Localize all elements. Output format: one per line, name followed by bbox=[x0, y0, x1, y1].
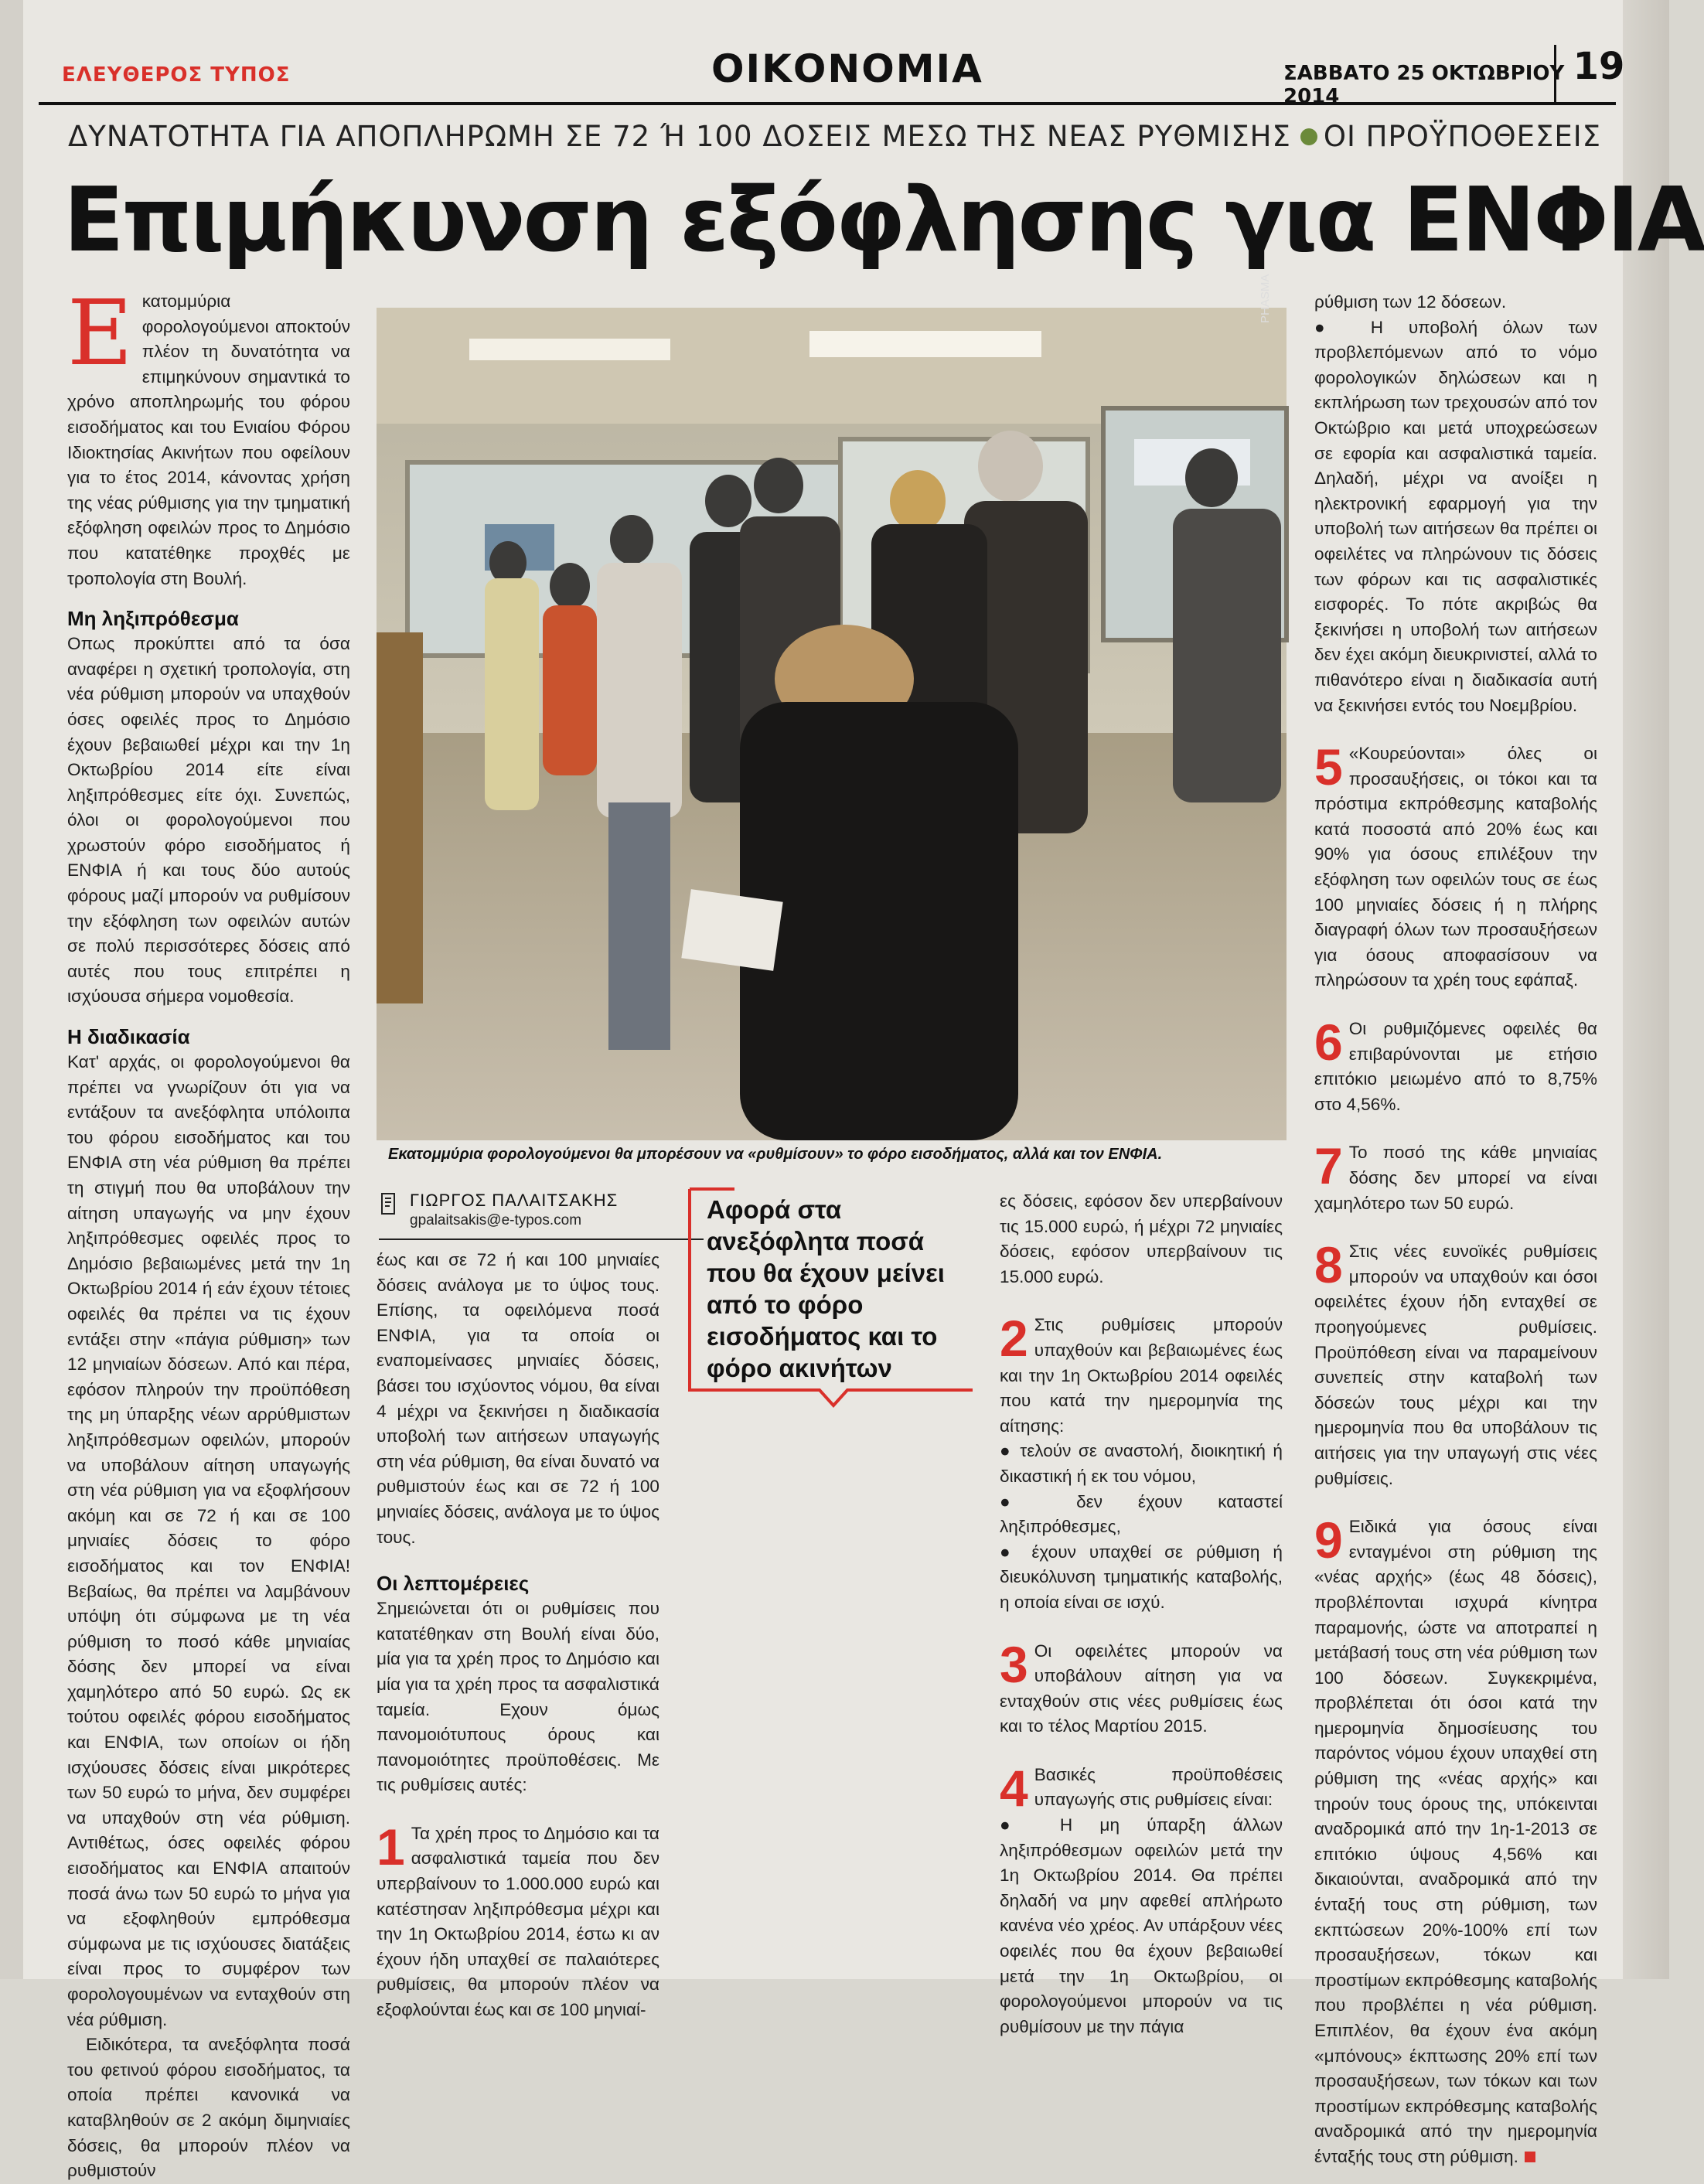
item-text: Οι οφειλέτες μπορούν να υποβάλουν αίτηση για να ενταχθούν στις νέες ρυθμίσεις έως και το τέλος Μαρτίου 2015. bbox=[1000, 1641, 1283, 1736]
bullet-item: ● Η μη ύπαρξη άλλων ληξιπρόθεσμων οφειλών μετά την 1η Οκτωβρίου 2014. Θα πρέπει δηλαδή να μην αφεθεί απλήρωτο κανένα νέο χρέος. Αν υπάρξουν νέες οφειλές που θα έχουν βεβαιωθεί μετά την 1η Οκτωβρίου, οι φορολογούμενοι μπορούν να τις ρυθμίσουν με την πάγια bbox=[1000, 1815, 1283, 2036]
numbered-item-3 bbox=[1000, 1635, 1283, 1739]
item-number: 1 bbox=[377, 1818, 405, 1876]
spacer bbox=[1000, 1739, 1283, 1763]
news-photo bbox=[377, 308, 1287, 1140]
paragraph: Ειδικότερα, τα ανεξόφλητα ποσά του φετινού φόρου εισοδήματος, τα οποία πρέπει κανονικά να καταβληθούν σε 2 ακόμη διμηνιαίες δόσεις, θα μπορούν πλέον να ρυθμιστούν bbox=[67, 2035, 350, 2181]
byline bbox=[379, 1191, 704, 1237]
headline: Επιμήκυνση εξόφλησης για ΕΝΦΙΑ bbox=[63, 169, 1704, 272]
spacer bbox=[1000, 1290, 1283, 1313]
item-number: 6 bbox=[1314, 1014, 1343, 1072]
paragraph: έως και σε 72 ή και 100 μηνιαίες δόσεις ανάλογα με το ύψος τους. Επίσης, τα οφειλόμενα ποσά ΕΝΦΙΑ, για τα οποία οι εναπομείνασες μηνιαίες δόσεις, βάσει του ισχύοντος νόμου, θα είναι 4 μέχρι να ξεκινήσει η διαδικασία υποβολή των αιτήσεων υπαγωγής στη νέα ρύθμιση, θα είναι δυνατό να ρυθμιστούν έως και σε 72 ή 100 μηνιαίες δόσεις, ανάλογα με το ύψος τους. bbox=[377, 1250, 659, 1547]
paragraph: Σημειώνεται ότι οι ρυθμίσεις που κατατέθηκαν στη Βουλή είναι δύο, μία για τα χρέη προς το Δημόσιο και μία για τα χρέη προς τα ασφαλιστικά ταμεία. Εχουν όμως πανομοιότυπους όρους και πανομοιότητες προϋποθέσεις. Με τις ρυθμίσεις αυτές: bbox=[377, 1599, 659, 1795]
item-text: Στις νέες ευνοϊκές ρυθμίσεις μπορούν να υπαχθούν και όσοι οφειλέτες έχουν ήδη ενταχθεί σε προηγούμενες ρυθμίσεις. Προϋπόθεση είναι να παραμείνουν συνεπείς στην καταβολή των δόσεών τους μέχρι και την ημερομηνία που θα υποβάλουν τις αιτήσεις για την υπαγωγή στις νέες ρυθμίσεις. bbox=[1314, 1242, 1597, 1488]
spacer bbox=[1314, 993, 1597, 1017]
bullet-item: ● Η υποβολή όλων των προβλεπόμενων από το νόμο φορολογικών δηλώσεων και η εκπλήρωση των τρεχουσών από τον Οκτώβριο και μετά υποχρεώσεων σε εφορία και ασφαλιστικά ταμεία. Δηλαδή, μέχρι να ανοίξει η ηλεκτρονική εφαρμογή για την υποβολή των αιτήσεων θα πρέπει οι οφειλέτες να πληρώνουν τις δόσεις των φόρων και τις ασφαλιστικές εισφορές. Το πότε ακριβώς θα ξεκινήσει η υποβολή των αιτήσεων δεν έχει ακόμη διευκρινιστεί, αλλά το πιθανότερο είναι η διαδικασία αυτή να ξεκινήσει εντός του Νοεμβρίου. bbox=[1314, 317, 1597, 715]
pen-icon bbox=[379, 1192, 397, 1215]
kicker-text-2: ΟΙ ΠΡΟΫΠΟΘΕΣΕΙΣ bbox=[1323, 120, 1601, 153]
spacer bbox=[1314, 1216, 1597, 1239]
item-text: «Κουρεύονται» όλες οι προσαυξήσεις, οι τόκοι και τα πρόστιμα εκπρόθεσμης καταβολής κατά ποσοστά από 20% έως και 90% για όσους επιλέξουν την εξόφληση των οφειλών τους σε έως 100 μηνιαίες δόσεις ή η πλήρης διαγραφή όλων των προσαυξήσεων για όσους αποφασίσουν να πληρώσουν τα χρέη τους εφάπαξ. bbox=[1314, 744, 1597, 990]
numbered-item-9 bbox=[1314, 1511, 1597, 2169]
end-mark-icon bbox=[1525, 2152, 1535, 2162]
item-text: Στις ρυθμίσεις μπορούν υπαχθούν και βεβαιωμένες έως και την 1η Οκτωβρίου 2014 οφειλές που κατά την ημερομηνία της αίτησης: bbox=[1000, 1315, 1283, 1436]
queue-photo-image bbox=[377, 308, 1287, 1140]
kicker-bullet-icon bbox=[1300, 128, 1317, 145]
numbered-item-7 bbox=[1314, 1137, 1597, 1216]
bullet-item: ● τελούν σε αναστολή, διοικητική ή δικαστική ή εκ του νόμου, bbox=[1000, 1441, 1283, 1486]
page-header bbox=[39, 45, 1625, 108]
intro-text: κατομμύρια φορολογούμενοι αποκτούν πλέον τη δυνατότητα να επιμηκύνουν σημαντικά το χρόνο αποπληρωμής του φόρου εισοδήματος και του Ενιαίου Φόρου Ιδιοκτησίας Ακινήτων που οφείλουν για το έτος 2014, κάνοντας χρήση της νέας ρύθμισης για την τμηματική εξόφληση οφειλών προς το Δημόσιο που κατατέθηκε προχθές με τροπολογία στη Βουλή. bbox=[67, 291, 350, 588]
item-number: 2 bbox=[1000, 1310, 1028, 1368]
item-number: 3 bbox=[1000, 1635, 1028, 1693]
byline-rule bbox=[379, 1239, 704, 1240]
numbered-item-4 bbox=[1000, 1759, 1283, 1817]
subheading: Η διαδικασία bbox=[67, 1025, 190, 1049]
column-3 bbox=[1000, 1189, 1283, 2039]
author-email: gpalaitsakis@e-typos.com bbox=[410, 1212, 582, 1228]
paragraph: ες δόσεις, εφόσον δεν υπερβαίνουν τις 15.000 ευρώ, ή μέχρι 72 μηνιαίες δόσεις, εφόσον υπερβαίνουν τις 15.000 ευρώ. bbox=[1000, 1191, 1283, 1286]
kicker bbox=[68, 120, 1601, 153]
numbered-item-8 bbox=[1314, 1236, 1597, 1491]
numbered-item-6 bbox=[1314, 1014, 1597, 1117]
right-page-edge bbox=[1623, 0, 1669, 1979]
author-name: ΓΙΩΡΓΟΣ ΠΑΛΑΙΤΣΑΚΗΣ bbox=[410, 1191, 619, 1210]
item-number: 7 bbox=[1314, 1137, 1343, 1195]
subheading: Μη ληξιπρόθεσμα bbox=[67, 607, 239, 631]
item-number: 8 bbox=[1314, 1236, 1343, 1294]
page-number: 19 bbox=[1554, 45, 1641, 102]
item-text: Το ποσό της κάθε μηνιαίας δόσης δεν μπορεί να είναι χαμηλότερο των 50 ευρώ. bbox=[1314, 1143, 1597, 1213]
intro-paragraph bbox=[67, 281, 350, 591]
photo-caption: Εκατομμύρια φορολογούμενοι θα μπορέσουν να «ρυθμίσουν» το φόρο εισοδήματος, αλλά και τον ΕΝΦΙΑ. bbox=[388, 1146, 1163, 1163]
spacer bbox=[1314, 1491, 1597, 1514]
item-text: Τα χρέη προς το Δημόσιο και τα ασφαλιστικά ταμεία που δεν υπερβαίνουν το 1.000.000 ευρώ και κατέστησαν ληξιπρόθεσμα μέχρι και την 1η Οκτωβρίου 2014, έστω κι αν έχουν ήδη υπαχθεί σε παλαιότερες ρυθμίσεις, θα μπορούν πλέον να εξοφλούνται έως και σε 100 μηνιαί- bbox=[377, 1823, 659, 2020]
pull-quote bbox=[688, 1187, 974, 1396]
column-1 bbox=[67, 281, 350, 2184]
numbered-item-2 bbox=[1000, 1310, 1283, 1439]
subheading: Οι λεπτομέρειες bbox=[377, 1572, 530, 1596]
section-title: ΟΙΚΟΝΟΜΙΑ bbox=[711, 46, 983, 91]
bullet-item: ● έχουν υπαχθεί σε ρύθμιση ή διευκόλυνση τμηματικής καταβολής, η οποία είναι σε ισχύ. bbox=[1000, 1542, 1283, 1612]
spacer bbox=[1314, 718, 1597, 741]
spacer bbox=[1314, 1117, 1597, 1140]
item-number: 5 bbox=[1314, 738, 1343, 796]
column-2 bbox=[377, 1248, 659, 2023]
paragraph: Κατ' αρχάς, οι φορολογούμενοι θα πρέπει να γνωρίζουν ότι για να εντάξουν τα ανεξόφλητα υπόλοιπα του φόρου εισοδήματος και του ΕΝΦΙΑ στη νέα ρύθμιση θα πρέπει τη στιγμή που θα υποβάλουν την αίτηση υπαγωγής να μην έχουν ληξιπρόθεσμες οφειλές προς το Δημόσιο βεβαιωμένες μετά την 1η Οκτωβρίου 2014 ή εάν έχουν τέτοιες οφειλές θα πρέπει να τις έχουν εντάξει στην «πάγια ρύθμιση» των 12 μηνιαίων δόσεων. Από και πέρα, εφόσον πληρούν την προϋπόθεση της μη ύπαρξης νέων αρρύθμιστων ληξιπρόθεσμων οφειλών, μπορούν να υποβάλουν αίτηση υπαγωγής στη νέα ρύθμιση για να εξοφλήσουν ακόμη και σε 72 ή και σε 100 μηνιαίες δόσεις το φόρο εισοδήματος και τον ΕΝΦΙΑ! Βεβαίως, θα πρέπει να λαμβάνουν υπόψη ότι σύμφωνα με τη νέα ρύθμιση το ποσό κάθε μηνιαίας δόσης δεν μπορεί να είναι χαμηλότερο από 50 ευρώ. Ως εκ τούτου οφειλές φόρου εισοδήματος και ΕΝΦΙΑ, των οποίων οι ήδη ισχύουσες δόσεις είναι μικρότερες των 50 ευρώ το μήνα, δεν συμφέρει να υπαχθούν στη νέα ρύθμιση. Αντιθέτως, όσες οφειλές φόρου εισοδήματος και ΕΝΦΙΑ απαιτούν ποσά άνω των 50 ευρώ το μήνα για να εξοφληθούν εμπρόθεσμα σύμφωνα με τις ισχύουσες διατάξεις είναι προς το συμφέρον των φορολογουμένων να ενταχθούν στη νέα ρύθμιση. bbox=[67, 1052, 350, 2029]
numbered-item-5 bbox=[1314, 738, 1597, 993]
left-page-edge bbox=[0, 0, 23, 1979]
pull-quote-text: Αφορά στα ανεξόφλητα ποσά που θα έχουν μείνει από το φόρο εισοδήματος και το φόρο ακινήτων bbox=[707, 1195, 945, 1382]
item-text: Βασικές προϋποθέσεις υπαγωγής στις ρυθμίσεις είναι: bbox=[1034, 1764, 1283, 1810]
item-number: 4 bbox=[1000, 1759, 1028, 1817]
column-4 bbox=[1314, 290, 1597, 2170]
spacer bbox=[1000, 1616, 1283, 1639]
item-text: Ειδικά για όσους είναι ενταγμένοι στη ρύθμιση της «νέας αρχής» (έως 48 δόσεις), προβλέπονται ισχυρά κίνητρα παραμονής, ώστε να αποτραπεί η μετάβασή τους στη νέα ρύθμιση των 100 δόσεων. Συγκεκριμένα, προβλέπεται ότι όσοι κατά την ημερομηνία δημοσίευσης του παρόντος νόμου έχουν υπαχθεί στη ρύθμιση της «νέας αρχής» και τηρούν τους όρους της, υπόκεινται αναδρομικά από την 1η-1-2013 σε επιτόκιο ύψους 4,56% και δικαιούνται, αναδρομικά από την ένταξή τους στη ρύθμιση, των εκπτώσεων 20%-100% επί των προσαυξήσεων, τόκων και προστίμων εκπρόθεσμης καταβολής που προβλέπει η νέα ρύθμιση. Επιπλέον, θα έχουν ένα ακόμη «μπόνους» έκπτωσης 20% επί των προσαυξήσεων, των τόκων και των προστίμων εκπρόθεσμης καταβολής αναδρομικά από την ημερομηνία ένταξής τους στη ρύθμιση. bbox=[1314, 1517, 1597, 2166]
paragraph: Οπως προκύπτει από τα όσα αναφέρει η σχετική τροπολογία, στη νέα ρύθμιση μπορούν να υπαχθούν όσες οφειλές προς το Δημόσιο έχουν βεβαιωθεί μέχρι και την 1η Οκτωβρίου 2014 είτε είναι ληξιπρόθεσμες είτε όχι. Συνεπώς, όλοι οι φορολογούμενοι που χρωστούν φόρο εισοδήματος ή ΕΝΦΙΑ ή και τους δύο αυτούς φόρους μαζί μπορούν να ρυθμίσουν την εξόφληση των οφειλών αυτών σε πολύ περισσότερες δόσεις από αυτές που τους επιτρέπει η ισχύουσα σήμερα νομοθεσία. bbox=[67, 634, 350, 1007]
dropcap: Ε bbox=[67, 281, 133, 386]
photo-credit: PHASMA bbox=[1259, 274, 1272, 323]
bullet-item: ● δεν έχουν καταστεί ληξιπρόθεσμες, bbox=[1000, 1491, 1283, 1537]
spacer bbox=[377, 1798, 659, 1821]
newspaper-name: ΕΛΕΥΘΕΡΟΣ ΤΥΠΟΣ bbox=[62, 63, 291, 87]
issue-date: ΣΑΒΒΑΤΟ 25 ΟΚΤΩΒΡΙΟΥ 2014 bbox=[1283, 62, 1565, 108]
paragraph: ρύθμιση των 12 δόσεων. bbox=[1314, 292, 1507, 312]
numbered-item-1 bbox=[377, 1818, 659, 2023]
item-number: 9 bbox=[1314, 1511, 1343, 1569]
item-text: Οι ρυθμιζόμενες οφειλές θα επιβαρύνονται με ετήσιο επιτόκιο μειωμένο από το 8,75% στο 4,56%. bbox=[1314, 1019, 1597, 1114]
kicker-text: ΔΥΝΑΤΟΤΗΤΑ ΓΙΑ ΑΠΟΠΛΗΡΩΜΗ ΣΕ 72 Ή 100 ΔΟΣΕΙΣ ΜΕΣΩ ΤΗΣ ΝΕΑΣ ΡΥΘΜΙΣΗΣ bbox=[68, 120, 1291, 153]
